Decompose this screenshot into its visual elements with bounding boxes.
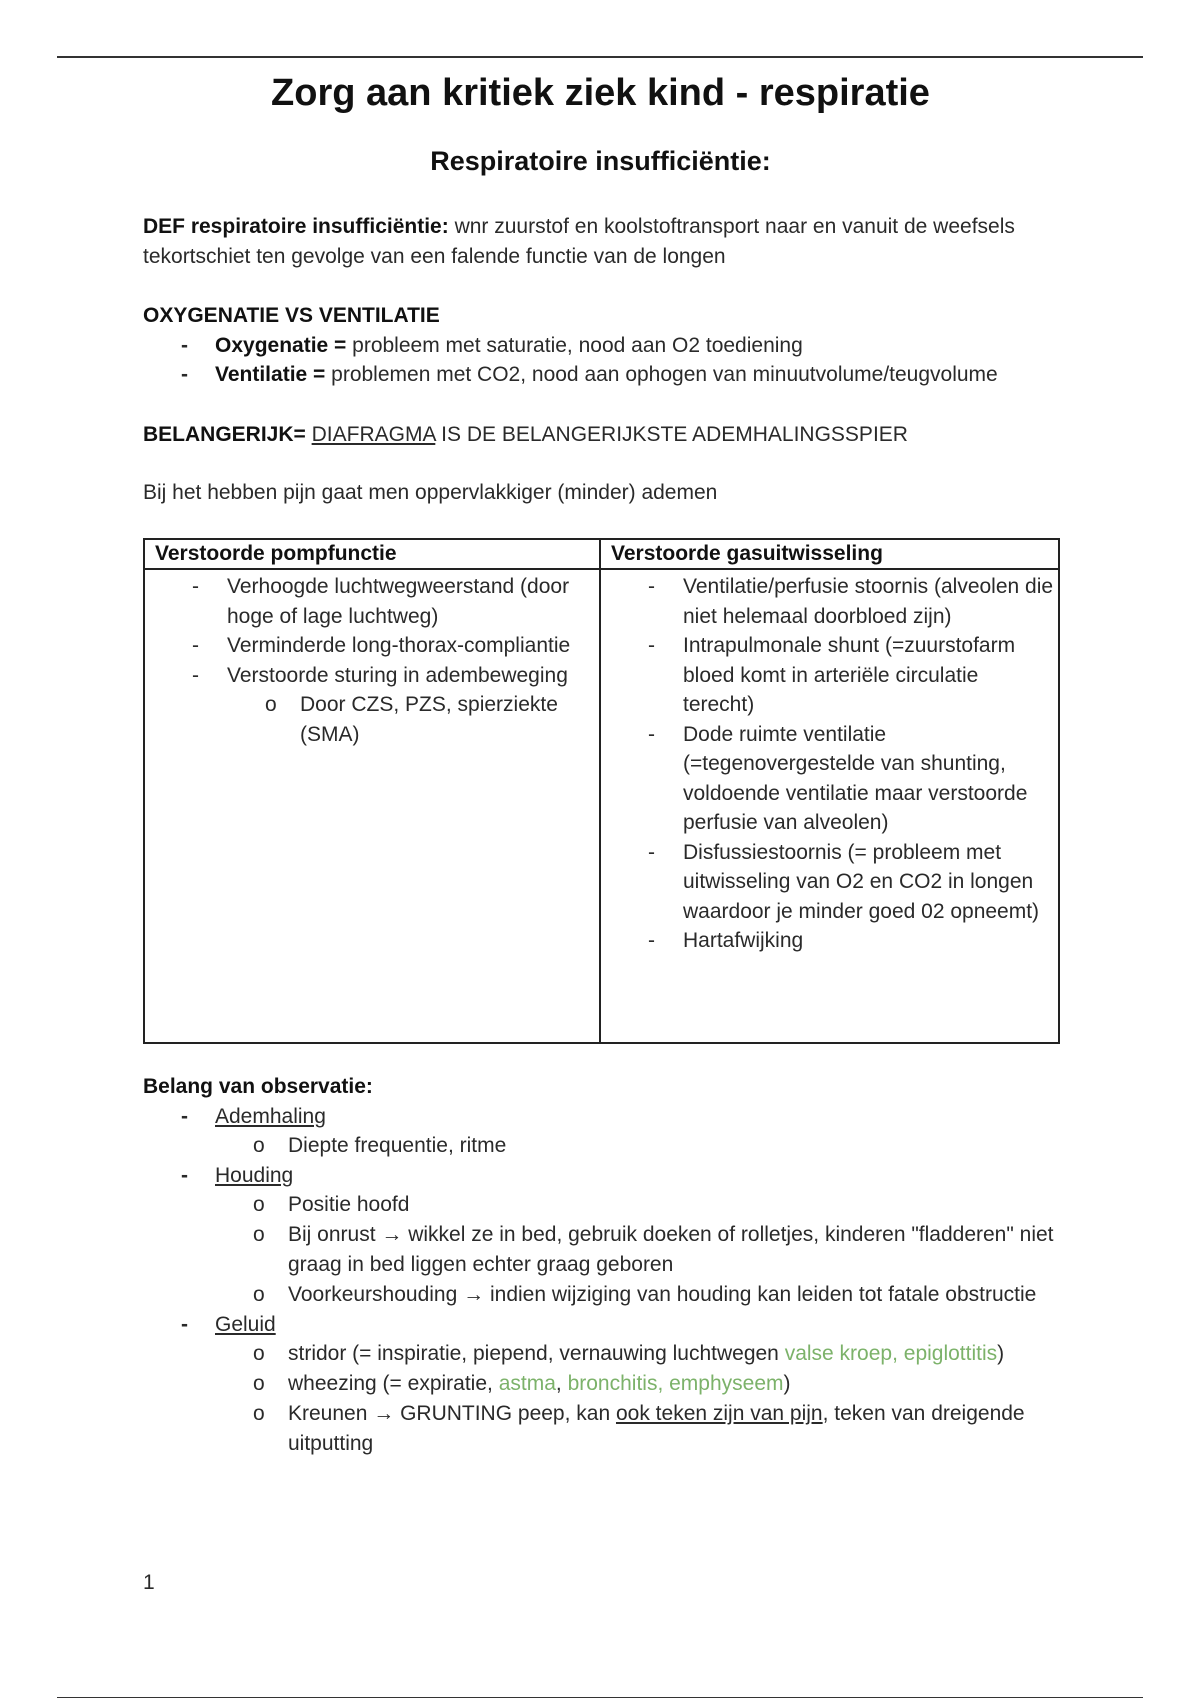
list-item: - Ventilatie = problemen met CO2, nood aan ophogen van minuutvolume/teugvolume <box>143 360 1058 389</box>
table-header-pompfunctie: Verstoorde pompfunctie <box>144 539 600 569</box>
list-sub-item: o Diepte frequentie, ritme <box>143 1131 1058 1161</box>
definition-paragraph <box>143 212 1048 272</box>
list-sub-item: o wheezing (= expiratie, astma, bronchitis, emphyseem) <box>143 1369 1058 1399</box>
list-item: - Ventilatie/perfusie stoornis (alveolen die niet helemaal doorbloed zijn) <box>601 572 1058 631</box>
list-item: - Verminderde long-thorax-compliantie <box>145 631 599 661</box>
list-sub-item: o stridor (= inspiratie, piepend, vernauwing luchtwegen valse kroep, epiglottitis) <box>143 1339 1058 1369</box>
list-item: - Intrapulmonale shunt (=zuurstofarm bloed komt in arteriële circulatie terecht) <box>601 631 1058 720</box>
definition-text: wnr zuurstof en koolstoftransport naar en vanuit de weefsels tekortschiet ten gevolge van een falende functie van de longen <box>143 215 1015 268</box>
definition-term: DEF respiratoire insufficiëntie: <box>143 215 449 238</box>
list-item: - Disfussiestoornis (= probleem met uitwisseling van O2 en CO2 in longen waardoor je minder goed 02 opneemt) <box>601 838 1058 927</box>
list-sub-item: o Kreunen → GRUNTING peep, kan ook teken zijn van pijn, teken van dreigende uitputting <box>143 1399 1058 1459</box>
arrow-right-icon: → <box>463 1283 485 1306</box>
table-header-gasuitwisseling: Verstoorde gasuitwisseling <box>600 539 1059 569</box>
arrow-right-icon: → <box>373 1402 395 1425</box>
observation-heading: Belang van observatie: <box>143 1075 373 1098</box>
observation-list <box>143 1102 1058 1459</box>
page-title: Zorg aan kritiek ziek kind - respiratie <box>271 72 930 114</box>
list-item: - Hartafwijking <box>601 926 1058 956</box>
list-item: - Verhoogde luchtwegweerstand (door hoge of lage luchtweg) <box>145 572 599 631</box>
bottom-rule <box>57 1697 1143 1698</box>
list-item: - Geluid o stridor (= inspiratie, piepend, vernauwing luchtwegen valse kroep, epiglottitis) o wheezing (= expiratie, astma, bronchitis, emphyseem) o Kreunen → GRUNTING peep, kan ook teken zijn van pijn, teken van dreigende uitputting <box>143 1310 1058 1459</box>
pain-note: Bij het hebben pijn gaat men oppervlakkiger (minder) ademen <box>143 481 718 504</box>
table-cell-gasuitwisseling <box>600 569 1059 1043</box>
oxy-vent-list <box>143 331 1058 389</box>
list-sub-item: o Positie hoofd <box>143 1190 1058 1220</box>
arrow-right-icon: → <box>381 1223 403 1246</box>
list-sub-item: o Bij onrust → wikkel ze in bed, gebruik doeken of rolletjes, kinderen "fladderen" niet graag in bed liggen echter graag geboren <box>143 1220 1058 1280</box>
list-sub-item: o Door CZS, PZS, spierziekte (SMA) <box>227 690 595 749</box>
page-number: 1 <box>143 1571 155 1594</box>
oxy-vent-heading: OXYGENATIE VS VENTILATIE <box>143 304 440 327</box>
list-item: - Houding o Positie hoofd o Bij onrust → wikkel ze in bed, gebruik doeken of rolletjes, kinderen "fladderen" niet graag in bed liggen echter graag geboren o Voorkeurshouding → indien wijziging van houding kan leiden tot fatale obstructie <box>143 1161 1058 1310</box>
top-rule <box>57 56 1143 58</box>
important-note: BELANGERIJK= DIAFRAGMA IS DE BELANGERIJKSTE ADEMHALINGSSPIER <box>143 423 908 446</box>
comparison-table <box>143 538 1060 1044</box>
table-cell-pompfunctie <box>144 569 600 1043</box>
list-item: - Verstoorde sturing in adembeweging o Door CZS, PZS, spierziekte (SMA) <box>145 661 599 750</box>
list-item: - Dode ruimte ventilatie (=tegenovergestelde van shunting, voldoende ventilatie maar verstoorde perfusie van alveolen) <box>601 720 1058 838</box>
list-sub-item: o Voorkeurshouding → indien wijziging van houding kan leiden tot fatale obstructie <box>143 1280 1058 1310</box>
list-item: - Ademhaling o Diepte frequentie, ritme <box>143 1102 1058 1161</box>
section-subtitle: Respiratoire insufficiëntie: <box>430 146 771 176</box>
list-item: - Oxygenatie = probleem met saturatie, nood aan O2 toediening <box>143 331 1058 360</box>
